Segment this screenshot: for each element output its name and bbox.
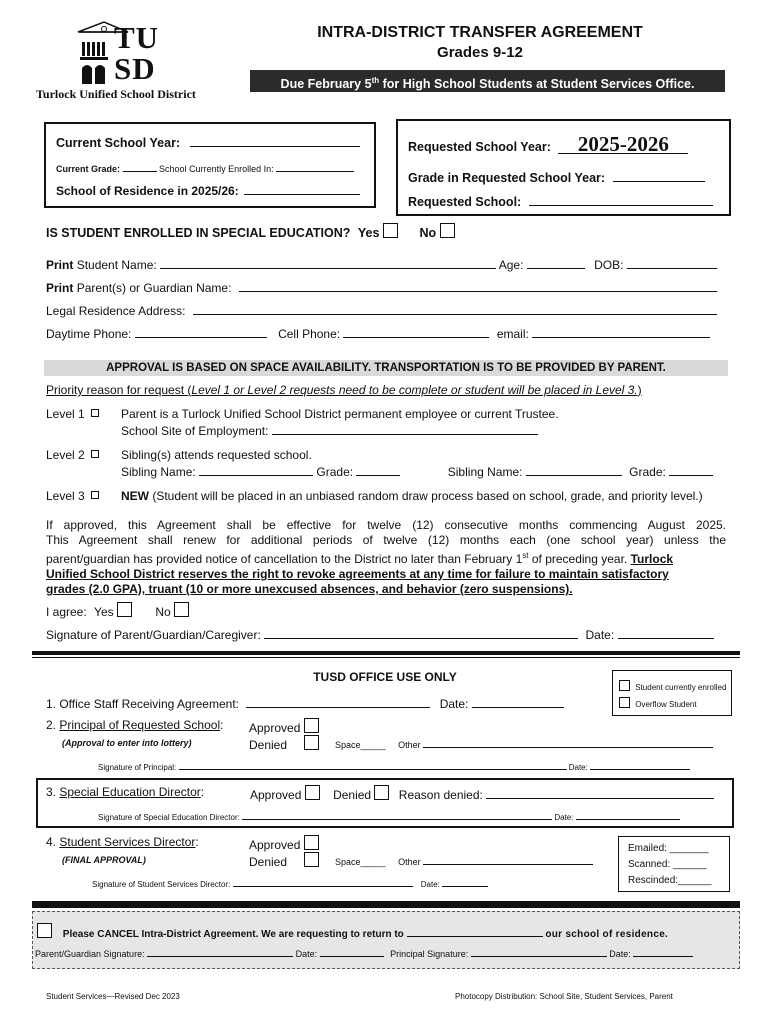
cancel-principal-sig-field[interactable] [471, 947, 607, 957]
special-ed-yes-label: Yes [357, 226, 380, 240]
level1-site-label: School Site of Employment: [121, 424, 269, 438]
office-item4-note: (FINAL APPROVAL) [62, 855, 146, 865]
requested-school-year-label: Requested School Year: [408, 140, 551, 154]
principal-signature-label: Signature of Principal: [98, 763, 177, 772]
level1-site-field[interactable] [272, 422, 538, 435]
footer-revision: Student Services—Revised Dec 2023 [46, 992, 180, 1001]
student-name-field[interactable] [160, 256, 496, 269]
sped-denied-label: Denied [333, 788, 372, 802]
level2-text: Sibling(s) attends requested school. [121, 448, 312, 462]
principal-other-label: Other [398, 740, 421, 750]
sibling-name-1-label: Sibling Name: [121, 465, 196, 479]
priority-intro-c: ) [637, 383, 642, 397]
principal-date-field[interactable] [590, 761, 690, 770]
office-item1-date-field[interactable] [472, 695, 564, 708]
sped-section-box: 3. Special Education Director: Approved Denied Reason denied: Signature of Special Education Director: Date: [36, 778, 734, 828]
cancel-text-a: Please CANCEL Intra-District Agreement. We are requesting to return to [62, 929, 404, 940]
print-label-1: Print [46, 258, 74, 272]
form-title: INTRA-DISTRICT TRANSFER AGREEMENT [317, 24, 643, 41]
office-staff-field[interactable] [246, 695, 430, 708]
office-item2-note: (Approval to enter into lottery) [62, 738, 192, 748]
sibling-name-2-field[interactable] [526, 463, 622, 476]
cancel-text-b: our school of residence. [545, 929, 669, 940]
agreement-paragraph [46, 518, 726, 597]
current-school-box [44, 122, 376, 208]
current-grade-label: Current Grade: [56, 164, 121, 174]
sped-signature-label: Signature of Special Education Director: [98, 813, 240, 822]
office-item3-num: 3. [46, 785, 57, 799]
grade-in-requested-field[interactable] [613, 169, 705, 182]
agreement-line-3b: of preceding year. [528, 552, 631, 566]
cancel-parent-sig-field[interactable] [147, 947, 293, 957]
cancel-agreement-checkbox[interactable] [37, 923, 52, 938]
student-enrolled-label: Student currently enrolled [635, 683, 727, 692]
agreement-line-3a: parent/guardian has provided notice of cancellation to the District no later than February 1 [46, 552, 523, 566]
email-field[interactable] [532, 325, 710, 338]
due-banner-b: for High School Students at Student Services Office. [379, 77, 695, 92]
agree-no-label: No [155, 605, 171, 619]
agreement-line-3-sup: st [522, 551, 529, 560]
legal-residence-label: Legal Residence Address: [46, 304, 186, 318]
current-grade-field[interactable] [123, 162, 157, 172]
due-banner [250, 70, 725, 92]
processing-status-box [618, 836, 730, 892]
current-school-year-field[interactable] [190, 134, 360, 147]
level3-label: Level 3 [46, 489, 85, 503]
cancel-date2-label: Date: [609, 949, 631, 959]
priority-intro [46, 383, 642, 397]
scanned-label: Scanned: ______ [628, 859, 707, 870]
overflow-student-label: Overflow Student [635, 700, 697, 709]
age-label: Age: [498, 258, 524, 272]
office-item4-num: 4. [46, 835, 57, 849]
grade-in-requested-label: Grade in Requested School Year: [408, 171, 606, 185]
dob-label: DOB: [594, 258, 624, 272]
level1-checkbox[interactable] [91, 409, 99, 417]
principal-date-label: Date: [568, 763, 588, 772]
principal-denied-label: Denied [249, 738, 288, 752]
grade-1-field[interactable] [356, 463, 400, 476]
due-banner-sup: th [371, 76, 380, 85]
district-name: Turlock Unified School District [36, 87, 196, 101]
requested-school-box [396, 119, 731, 216]
office-item3-label: Special Education Director [59, 785, 201, 799]
cancel-date1-label: Date: [295, 949, 318, 959]
ssd-approved-checkbox[interactable] [304, 835, 319, 850]
agreement-line-2: This Agreement shall renew for additional periods of twelve (12) months each (one school year) unless the [46, 533, 726, 547]
current-school-year-label: Current School Year: [56, 136, 181, 150]
sibling-name-2-label: Sibling Name: [447, 465, 523, 479]
parent-signature-label: Signature of Parent/Guardian/Caregiver: [46, 628, 261, 642]
ssd-date-label: Date: [420, 880, 440, 889]
level2-label: Level 2 [46, 448, 85, 462]
grade-1-label: Grade: [316, 465, 354, 479]
daytime-phone-label: Daytime Phone: [46, 327, 132, 341]
email-label: email: [496, 327, 529, 341]
ssd-other-label: Other [398, 857, 421, 867]
parent-signature-field[interactable] [264, 626, 578, 639]
i-agree-label: I agree: [46, 605, 87, 619]
level3-checkbox[interactable] [91, 491, 99, 499]
school-of-residence-field[interactable] [244, 182, 360, 195]
logo-text: TUSD [114, 20, 160, 86]
sped-approved-label: Approved [250, 788, 302, 802]
form-subtitle: Grades 9-12 [437, 44, 523, 61]
office-use-title: TUSD OFFICE USE ONLY [313, 670, 457, 684]
sped-date-field[interactable] [576, 811, 680, 820]
ssd-approved-label: Approved [249, 838, 301, 852]
sped-denied-checkbox[interactable] [374, 785, 389, 800]
office-divider-thick [32, 651, 740, 655]
school-enrolled-field[interactable] [276, 162, 354, 172]
level2-checkbox[interactable] [91, 450, 99, 458]
agreement-line-3c: Turlock [630, 552, 674, 566]
parent-name-label: Parent(s) or Guardian Name: [76, 281, 232, 295]
cancel-divider-thick [32, 901, 740, 908]
legal-residence-field[interactable] [193, 302, 717, 315]
parent-signature-date-field[interactable] [618, 626, 714, 639]
office-item2-num: 2. [46, 718, 57, 732]
agreement-line-4: Unified School District reserves the right to revoke agreements at any time for failure to maintain satisfactory [46, 567, 669, 581]
level1-text: Parent is a Turlock Unified School District permanent employee or current Trustee. [121, 407, 559, 421]
requested-school-label: Requested School: [408, 195, 522, 209]
special-ed-no-checkbox[interactable] [440, 223, 455, 238]
principal-denied-checkbox[interactable] [304, 735, 319, 750]
cancel-principal-sig-label: Principal Signature: [390, 949, 469, 959]
office-item2-label: Principal of Requested School [59, 718, 221, 732]
parent-name-field[interactable] [239, 279, 717, 292]
office-divider-thin [32, 657, 740, 658]
agreement-line-5: grades (2.0 GPA), truant (10 or more unexcused absences, and behavior (zero suspensions). [46, 582, 573, 596]
school-enrolled-label: School Currently Enrolled In: [159, 164, 274, 174]
requested-school-year-value[interactable]: 2025-2026 [558, 135, 688, 154]
cell-phone-field[interactable] [343, 325, 489, 338]
cancel-date1-field[interactable] [320, 947, 384, 957]
parent-signature-date-label: Date: [585, 628, 615, 642]
reason-denied-label: Reason denied: [398, 788, 483, 802]
rescinded-label: Rescinded:______ [628, 875, 712, 886]
level1-label: Level 1 [46, 407, 85, 421]
office-item1-label: 1. Office Staff Receiving Agreement: [46, 697, 239, 711]
agree-yes-checkbox[interactable] [117, 602, 132, 617]
ssd-space-label: Space_____ [335, 857, 386, 867]
cancel-section-box [32, 911, 740, 969]
office-item1-date-label: Date: [439, 697, 469, 711]
priority-intro-b: Level 1 or Level 2 requests need to be complete or student will be placed in Level 3. [191, 383, 638, 397]
principal-approved-checkbox[interactable] [304, 718, 319, 733]
ssd-signature-label: Signature of Student Services Director: [92, 880, 231, 889]
principal-signature-field[interactable] [179, 761, 567, 770]
reason-denied-field[interactable] [486, 786, 714, 799]
sped-date-label: Date: [554, 813, 574, 822]
ssd-denied-label: Denied [249, 855, 288, 869]
district-logo [36, 18, 215, 106]
due-banner-a: Due February 5 [280, 77, 372, 92]
level3-new: NEW [121, 489, 149, 503]
sped-approved-checkbox[interactable] [305, 785, 320, 800]
agree-yes-label: Yes [94, 605, 114, 619]
cancel-parent-sig-label: Parent/Guardian Signature: [35, 949, 145, 959]
ssd-date-field[interactable] [442, 878, 488, 887]
office-side-box [612, 670, 732, 716]
cell-phone-label: Cell Phone: [278, 327, 341, 341]
age-field[interactable] [527, 256, 585, 269]
special-ed-question: IS STUDENT ENROLLED IN SPECIAL EDUCATION? [46, 226, 351, 240]
emailed-label: Emailed: _______ [628, 843, 709, 854]
approval-notice: APPROVAL IS BASED ON SPACE AVAILABILITY. TRANSPORTATION IS TO BE PROVIDED BY PARENT. [44, 360, 728, 376]
student-name-label: Student Name: [76, 258, 157, 272]
footer-distribution: Photocopy Distribution: School Site, Student Services, Parent [455, 992, 673, 1001]
priority-intro-a: Priority reason for request ( [46, 383, 192, 397]
office-item4-label: Student Services Director [59, 835, 196, 849]
school-of-residence-label: School of Residence in 2025/26: [56, 184, 239, 198]
agreement-line-1: If approved, this Agreement shall be effective for twelve (12) consecutive months commencing August 2025. [46, 518, 726, 532]
print-label-2: Print [46, 281, 74, 295]
sped-signature-field[interactable] [242, 811, 552, 820]
special-ed-yes-checkbox[interactable] [383, 223, 398, 238]
ssd-denied-checkbox[interactable] [304, 852, 319, 867]
principal-space-label: Space_____ [335, 740, 386, 750]
grade-2-label: Grade: [629, 465, 666, 479]
cancel-date2-field[interactable] [633, 947, 693, 957]
requested-school-field[interactable] [529, 193, 713, 206]
ssd-other-field[interactable] [423, 855, 593, 865]
principal-other-field[interactable] [423, 738, 713, 748]
sibling-name-1-field[interactable] [199, 463, 313, 476]
overflow-student-checkbox[interactable] [619, 697, 630, 708]
principal-approved-label: Approved [249, 721, 301, 735]
special-ed-no-label: No [419, 226, 437, 240]
level3-text: (Student will be placed in an unbiased random draw process based on school, grade, and priority level.) [152, 489, 703, 503]
student-enrolled-checkbox[interactable] [619, 680, 630, 691]
daytime-phone-field[interactable] [135, 325, 267, 338]
grade-2-field[interactable] [669, 463, 713, 476]
ssd-signature-field[interactable] [233, 878, 413, 887]
agree-no-checkbox[interactable] [174, 602, 189, 617]
dob-field[interactable] [627, 256, 717, 269]
cancel-school-field[interactable] [407, 927, 543, 937]
